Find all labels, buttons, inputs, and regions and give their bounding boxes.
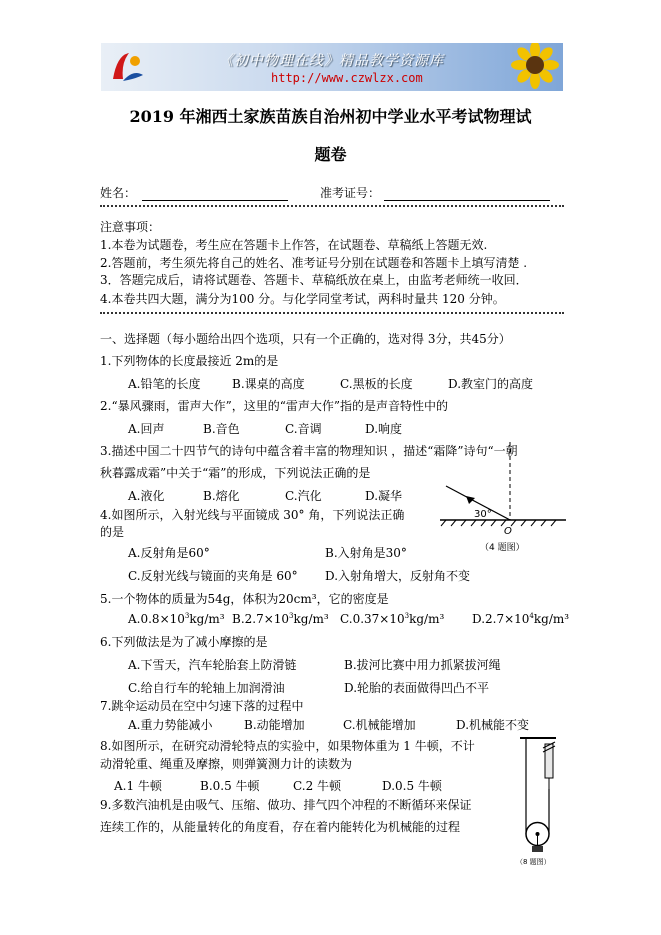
q4-figure: [438, 440, 568, 555]
q5-stem: 5.一个物体的质量为54g，体积为20cm³，它的密度是: [100, 592, 389, 606]
q4-mirror-hatch: [441, 520, 556, 526]
q6-stem: 6.下列做法是为了减小摩擦的是: [100, 635, 268, 649]
logo-icon: [107, 49, 147, 85]
id-label: 准考证号：: [320, 186, 381, 200]
header-banner: [101, 43, 563, 91]
q2-option-c: C.音调: [285, 422, 322, 436]
q8-option-b: B.0.5 牛顿: [200, 779, 260, 793]
banner-url[interactable]: http://www.czwlzx.com: [271, 71, 423, 85]
q7-option-d: D.机械能不变: [456, 718, 530, 732]
q8-option-a: A.1 牛顿: [114, 779, 162, 793]
name-underline: [142, 188, 288, 201]
q8-stem-line1: 8.如图所示，在研究动滑轮特点的实验中，如果物体重为 1 牛顿，不计: [100, 739, 475, 753]
notice-heading: 注意事项：: [100, 220, 161, 234]
q6-option-d: D.轮胎的表面做得凹凸不平: [344, 681, 490, 695]
notice-item-4: 4.本卷共四大题，满分为100 分。与化学同堂考试，两科时量共 120 分钟。: [100, 292, 505, 306]
q3-option-b: B.熔化: [203, 489, 240, 503]
q2-option-d: D.响度: [365, 422, 403, 436]
q9-stem-line2: 连续工作的，从能量转化的角度看，存在着内能转化为机械能的过程: [100, 820, 461, 834]
q4-option-b: B.入射角是30°: [325, 546, 407, 560]
q5-option-c: $C.0.37\times 10^3kg/m^3$: [340, 612, 445, 626]
q8-option-c: C.2 牛顿: [293, 779, 342, 793]
q7-option-a: A.重力势能减小: [128, 718, 213, 732]
name-field: [100, 184, 288, 201]
q4-option-d: D.入射角增大，反射角不变: [325, 569, 471, 583]
q4-stem-line2: 的是: [100, 525, 125, 539]
q5-option-b: $B.2.7\times 10^3kg/m^3$: [232, 612, 329, 626]
q3-stem-line1: 3.描述中国二十四节气的诗句中蕴含着丰富的物理知识 ，描述“霜降”诗句“一朝: [100, 444, 518, 458]
q1-option-c: C.黑板的长度: [340, 377, 413, 391]
q6-option-c: C.给自行车的轮轴上加润滑油: [128, 681, 285, 695]
notice-item-1: 1.本卷为试题卷，考生应在答题卡上作答，在试题卷、草稿纸上答题无效.: [100, 238, 488, 252]
q1-option-d: D.教室门的高度: [448, 377, 534, 391]
q7-stem: 7.跳伞运动员在空中匀速下落的过程中: [100, 699, 304, 713]
q1-stem: 1.下列物体的长度最接近 2m的是: [100, 354, 279, 368]
q2-stem: 2.“暴风骤雨，雷声大作”，这里的“雷声大作”指的是声音特性中的: [100, 399, 448, 413]
exam-title-line2: 题卷: [314, 145, 347, 164]
q2-option-b: B.音色: [203, 422, 240, 436]
q3-stem-line2: 秋暮露成霜”中关于“霜”的形成，下列说法正确的是: [100, 466, 371, 480]
q5-option-d: $D.2.7\times 10^4kg/m^3$: [472, 612, 570, 626]
divider-top: [100, 205, 564, 207]
q3-option-d: D.凝华: [365, 489, 403, 503]
notice-item-3: 3．答题完成后，请将试题卷、答题卡、草稿纸放在桌上，由监考老师统一收回．: [100, 273, 528, 287]
id-underline: [384, 188, 550, 201]
q9-stem-line1: 9.多数汽油机是由吸气、压缩、做功、排气四个冲程的不断循环来保证: [100, 798, 472, 812]
q3-option-c: C.汽化: [285, 489, 322, 503]
q4-stem-line1: 4.如图所示，入射光线与平面镜成 30° 角，下列说法正确: [100, 508, 405, 522]
q4-angle-label: 30°: [474, 509, 492, 520]
q7-option-b: B.动能增加: [244, 718, 305, 732]
q6-option-a: A.下雪天，汽车轮胎套上防滑链: [128, 658, 297, 672]
divider-bottom: [100, 312, 564, 314]
q4-point-o: O: [504, 526, 512, 537]
q8-figure: [506, 734, 566, 866]
sunflower-icon: [503, 43, 563, 91]
q3-option-a: A.液化: [128, 489, 165, 503]
section-heading: 一、选择题（每小题给出四个选项，只有一个正确的，选对得 3分，共45分）: [100, 332, 511, 346]
q7-option-c: C.机械能增加: [343, 718, 416, 732]
notice-item-2: 2.答题前，考生须先将自己的姓名、准考证号分别在试题卷和答题卡上填写清楚 .: [100, 256, 528, 270]
q2-option-a: A.回声: [128, 422, 165, 436]
q1-option-a: A.铅笔的长度: [128, 377, 201, 391]
q8-caption: （8 题图）: [516, 858, 551, 866]
q8-weight-icon: [532, 846, 543, 852]
q4-ray-arrow: [466, 496, 475, 504]
banner-title: 《初中物理在线》精品教学资源库: [219, 53, 444, 69]
q8-option-d: D.0.5 牛顿: [382, 779, 442, 793]
q8-stem-line2: 动滑轮重、绳重及摩擦，则弹簧测力计的读数为: [100, 757, 353, 771]
id-field: [320, 184, 550, 201]
q5-option-a: $A.0.8\times 10^3kg/m^3$: [128, 612, 225, 626]
q1-option-b: B.课桌的高度: [232, 377, 305, 391]
exam-title-line1: 2019 年湘西土家族苗族自治州初中学业水平考试物理试: [129, 107, 532, 126]
q4-caption: （4 题图）: [480, 543, 525, 553]
name-label: 姓名：: [100, 186, 137, 200]
q4-option-c: C.反射光线与镜面的夹角是 60°: [128, 569, 298, 583]
q4-option-a: A.反射角是60°: [128, 546, 210, 560]
q6-option-b: B.拔河比赛中用力抓紧拔河绳: [344, 658, 501, 672]
